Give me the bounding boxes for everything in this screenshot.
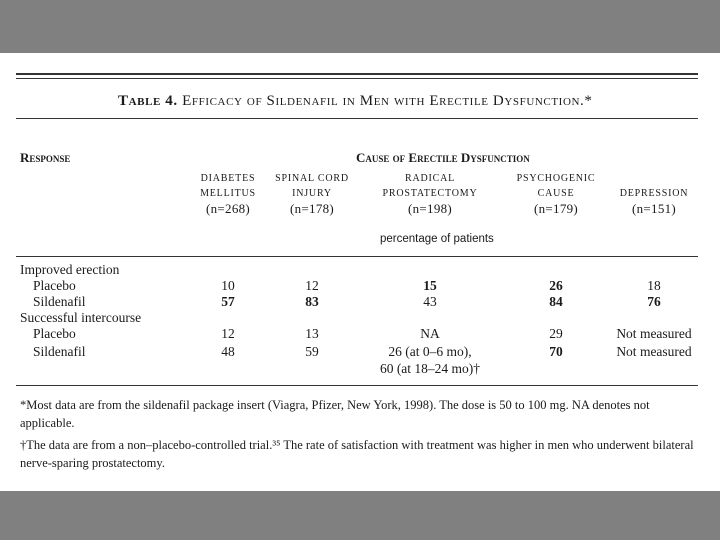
row-label: Placebo (33, 278, 76, 293)
table-cell: 83 (305, 294, 319, 309)
column-header-psychogenic: PSYCHOGENIC CAUSE (n=179) (516, 173, 596, 216)
table-cell: Not measured (616, 326, 692, 341)
group-label: Successful intercourse (20, 310, 142, 325)
table-cell: 76 (647, 294, 661, 309)
column-header-diabetes: DIABETES MELLITUS (n=268) (200, 173, 256, 216)
table-cell: 48 (221, 344, 235, 359)
column-header-depression: DEPRESSION (n=151) (619, 188, 689, 216)
table-number: Table 4. (118, 93, 178, 109)
response-header: Response (20, 150, 71, 165)
table-cell: 15 (423, 278, 437, 293)
row-label: Sildenafil (33, 294, 86, 309)
table-cell: 12 (305, 278, 319, 293)
footnote-2: †The data are from a non–placebo-controlled trial.³⁵ The rate of satisfaction with treatment was higher in men who underwent bilateral nerve-sparing prostatectomy. (20, 438, 694, 470)
table-cell: 13 (305, 326, 319, 341)
header-rule (16, 256, 698, 257)
table-cell: 84 (549, 294, 563, 309)
table-title-text: Efficacy of Sildenafil in Men with Erectile Dysfunction.* (182, 93, 593, 109)
table-cell: NA (420, 326, 440, 341)
unit-label: percentage of patients (380, 233, 494, 245)
cause-header: Cause of Erectile Dysfunction (356, 150, 530, 165)
table-cell: 26 (at 0–6 mo), (388, 344, 472, 359)
top-rule-thick (16, 73, 698, 75)
row-label: Sildenafil (33, 344, 86, 359)
table-cell: 29 (549, 326, 563, 341)
table-cell: 12 (221, 326, 235, 341)
table-cell: 43 (423, 294, 437, 309)
top-rule-thin (16, 78, 698, 79)
title-rule (16, 118, 698, 119)
table-cell: 10 (221, 278, 235, 293)
column-header-spinal-cord: SPINAL CORD INJURY (n=178) (275, 173, 349, 216)
column-header-prostatectomy: RADICAL PROSTATECTOMY (n=198) (382, 173, 478, 216)
table-cell: Not measured (616, 344, 692, 359)
table-cell: 18 (647, 278, 661, 293)
table-cell-continuation: 60 (at 18–24 mo)† (379, 361, 481, 376)
table-cell: 59 (305, 344, 319, 359)
row-label: Placebo (33, 326, 76, 341)
group-label: Improved erection (20, 262, 120, 277)
footnote-1: *Most data are from the sildenafil package insert (Viagra, Pfizer, New York, 1998). The dose is 50 to 100 mg. NA denotes not applicable. (20, 398, 650, 430)
table-cell: 57 (221, 294, 235, 309)
table-cell: 26 (549, 278, 563, 293)
table-title (118, 93, 592, 110)
table-cell: 70 (549, 344, 563, 359)
bottom-rule (16, 385, 698, 386)
